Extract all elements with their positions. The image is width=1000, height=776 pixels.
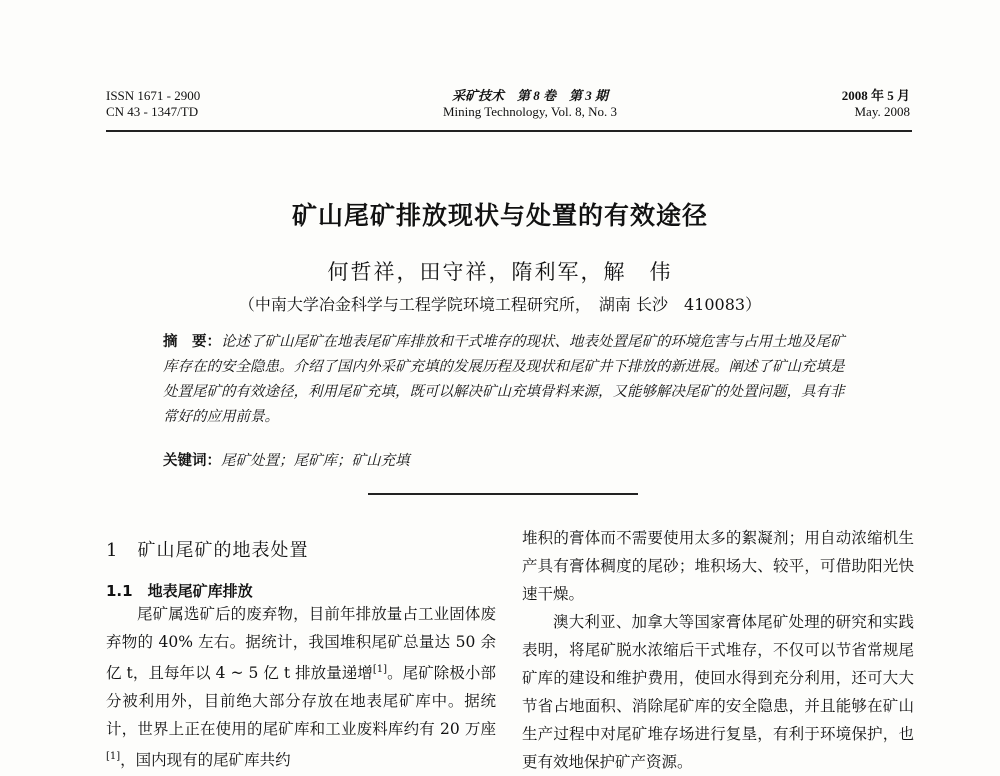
- citation-ref: [1]: [106, 751, 121, 763]
- left-p1-b: 。尾矿除极小部分被利用外，目前绝大部分存放在地表尾矿库中。据统计，世界上正在使用的尾矿库和工业废料库约有 20 万座: [106, 664, 496, 739]
- keywords: [163, 449, 853, 470]
- date-cn: 2008 年 5 月: [841, 88, 910, 103]
- keywords-text: 尾矿处置；尾矿库；矿山充填: [221, 453, 410, 469]
- cn-number: CN 43 - 1347/TD: [106, 104, 199, 119]
- journal-name-cn: 采矿技术 第 8 卷 第 3 期: [451, 88, 608, 103]
- right-paragraph-1: 堆积的膏体而不需要使用太多的絮凝剂；用自动浓缩机生产具有膏体稠度的尾砂；堆积场大、较平，可借助阳光快速干燥。: [522, 529, 914, 603]
- header-date-block: [780, 88, 910, 120]
- abstract-separator: [368, 493, 638, 495]
- subsection-1-1-heading: 1.1 地表尾矿库排放: [106, 582, 253, 600]
- header-rule: [106, 130, 912, 132]
- abstract-label: 摘 要：: [163, 334, 221, 350]
- abstract-text: 论述了矿山尾矿在地表尾矿库排放和干式堆存的现状、地表处置尾矿的环境危害与占用土地及尾矿库存在的安全隐患。介绍了国内外采矿充填的发展历程及现状和尾矿井下排放的新进展。阐述了矿山充填是处置尾矿的有效途径，利用尾矿充填，既可以解决矿山充填骨料来源，又能够解决尾矿的处置问题，具有非常好的应用前景。: [163, 334, 845, 425]
- keywords-label: 关键词：: [163, 453, 221, 469]
- left-p1-c: ，国内现有的尾矿库共约: [120, 751, 291, 770]
- header-issn-block: [106, 88, 200, 120]
- section-1-heading: 1 矿山尾矿的地表处置: [106, 540, 309, 561]
- citation-ref: [1]: [372, 664, 388, 675]
- header-journal-block: [380, 88, 680, 120]
- journal-name-en: Mining Technology, Vol. 8, No. 3: [442, 104, 618, 119]
- paper-title: 矿山尾矿排放现状与处置的有效途径: [291, 201, 708, 230]
- left-p1-a: 尾矿属选矿后的废弃物，目前年排放量占工业固体废弃物的 40% 左右。据统计，我国堆积尾矿总量达 50 余亿 t，且每年以 4 ~ 5 亿 t 排放量递增: [106, 605, 496, 683]
- paper-authors: 何哲祥，田守祥，隋利军，解 伟: [327, 260, 673, 284]
- left-column-paragraph: [106, 600, 496, 774]
- paper-affiliation: （中南大学冶金科学与工程学院环境工程研究所， 湖南 长沙 410083）: [238, 295, 762, 314]
- issn: ISSN 1671 - 2900: [106, 88, 201, 103]
- right-column: [522, 524, 914, 776]
- abstract: [163, 330, 853, 430]
- date-en: May. 2008: [854, 104, 910, 119]
- right-paragraph-2: 澳大利亚、加拿大等国家膏体尾矿处理的研究和实践表明，将尾矿脱水浓缩后干式堆存，不仅可以节省常规尾矿库的建设和维护费用，使回水得到充分利用，还可大大节省占地面积、消除尾矿库的安全隐患，并且能够在矿山生产过程中对尾矿堆存场进行复垦，有利于环境保护，也更有效地保护矿产资源。: [522, 613, 914, 771]
